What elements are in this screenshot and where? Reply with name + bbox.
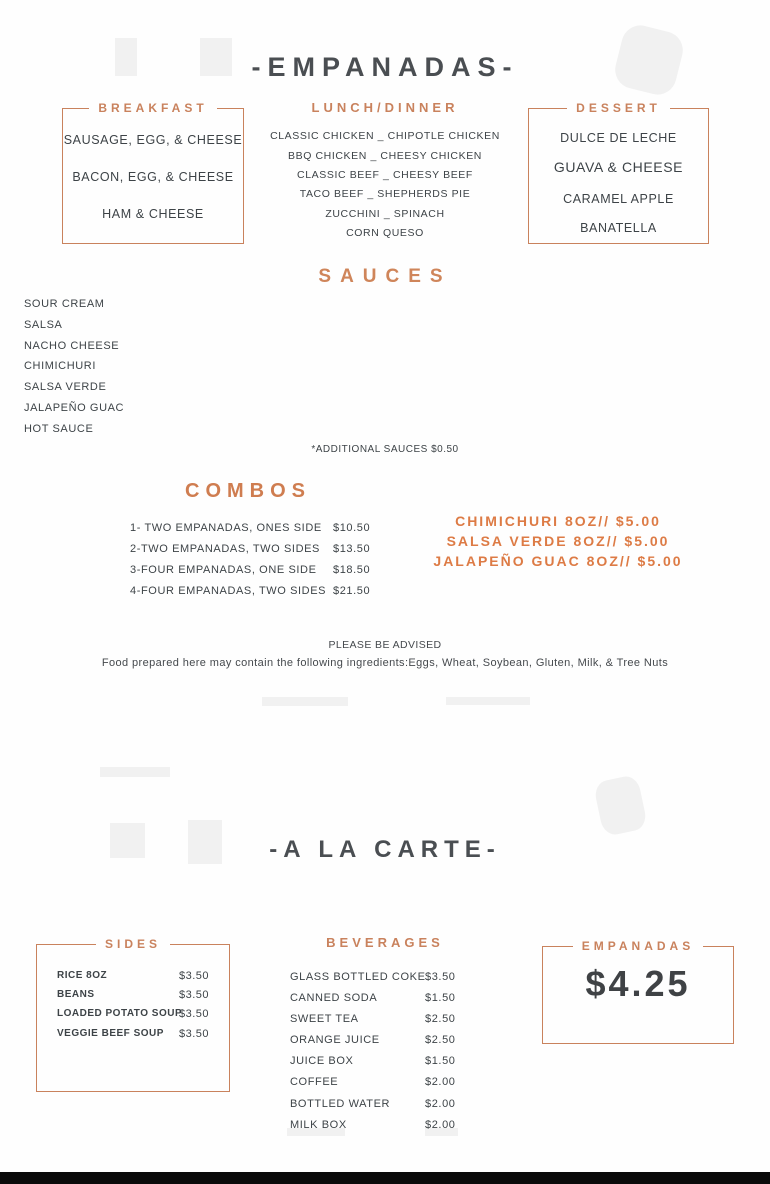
beverage-label: ORANGE JUICE	[290, 1034, 380, 1046]
beverage-row	[290, 1013, 460, 1025]
lunch-dinner-item: TACO BEEF _ SHEPHERDS PIE	[299, 188, 471, 200]
advisory-text: Food prepared here may contain the following ingredients:Eggs, Wheat, Soybean, Gluten, Milk, & Tree Nuts	[101, 657, 669, 669]
dessert-item: DULCE DE LECHE	[560, 131, 677, 145]
breakfast-item: SAUSAGE, EGG, & CHEESE	[63, 133, 243, 147]
combo-label: 3-FOUR EMPANADAS, ONE SIDE	[130, 564, 317, 576]
breakfast-item: HAM & CHEESE	[102, 207, 204, 221]
beverage-row	[290, 992, 460, 1004]
side-price: $3.50	[179, 989, 210, 1001]
beverage-row	[290, 1055, 460, 1067]
sauce-item: SALSA VERDE	[24, 381, 107, 393]
additional-sauces-note: *ADDITIONAL SAUCES $0.50	[311, 444, 459, 455]
advisory-title: PLEASE BE ADVISED	[328, 639, 442, 651]
beverage-price: $3.50	[425, 971, 456, 983]
beverage-row	[290, 1119, 460, 1131]
beverage-price: $2.00	[425, 1076, 456, 1088]
breakfast-item: BACON, EGG, & CHEESE	[72, 170, 234, 184]
empanadas-price-box	[542, 939, 734, 1044]
combo-price: $13.50	[333, 543, 371, 555]
page-title-empanadas: -EMPANADAS-	[251, 52, 519, 82]
combo-row	[130, 543, 380, 555]
beverage-label: GLASS BOTTLED COKE	[290, 971, 426, 983]
beverage-price: $2.50	[425, 1013, 456, 1025]
side-row	[57, 1028, 222, 1039]
sauce-item: JALAPEÑO GUAC	[24, 402, 125, 414]
footer-bar	[0, 1172, 770, 1184]
empanada-price: $4.25	[585, 963, 691, 1004]
sides-heading: SIDES	[37, 937, 229, 951]
side-row	[57, 970, 222, 981]
side-price: $3.50	[179, 1008, 210, 1020]
dessert-item: CARAMEL APPLE	[563, 192, 674, 206]
side-row	[57, 989, 222, 1000]
beverage-price: $2.00	[425, 1119, 456, 1131]
beverage-label: COFFEE	[290, 1076, 339, 1088]
dessert-item: GUAVA & CHEESE	[553, 159, 684, 175]
lunch-dinner-item: BBQ CHICKEN _ CHEESY CHICKEN	[288, 150, 482, 162]
beverage-price: $1.50	[425, 1055, 456, 1067]
lunch-dinner-heading: LUNCH/DINNER	[311, 100, 459, 115]
sauce-jar-line: JALAPEÑO GUAC 8OZ// $5.00	[433, 553, 683, 569]
sauce-item: SOUR CREAM	[24, 298, 105, 310]
side-label: LOADED POTATO SOUP	[57, 1008, 183, 1019]
combo-row	[130, 585, 380, 597]
lunch-dinner-item: CORN QUESO	[346, 227, 424, 239]
sauce-item: NACHO CHEESE	[24, 340, 120, 352]
beverage-label: MILK BOX	[290, 1119, 347, 1131]
beverage-label: JUICE BOX	[290, 1055, 354, 1067]
beverage-price: $2.00	[425, 1098, 456, 1110]
side-label: RICE 8OZ	[57, 970, 108, 981]
lunch-dinner-item: CLASSIC CHICKEN _ CHIPOTLE CHICKEN	[270, 130, 500, 142]
lunch-dinner-item: CLASSIC BEEF _ CHEESY BEEF	[297, 169, 473, 181]
sides-box	[36, 937, 230, 1092]
watermark	[593, 774, 648, 837]
beverage-price: $2.50	[425, 1034, 456, 1046]
watermark	[446, 697, 530, 705]
beverage-label: SWEET TEA	[290, 1013, 359, 1025]
sauce-item: CHIMICHURI	[24, 360, 96, 372]
combo-price: $10.50	[333, 522, 371, 534]
dessert-item: BANATELLA	[580, 221, 657, 235]
combo-price: $21.50	[333, 585, 371, 597]
beverage-row	[290, 1034, 460, 1046]
combo-label: 4-FOUR EMPANADAS, TWO SIDES	[130, 585, 327, 597]
sauce-jar-line: CHIMICHURI 8OZ// $5.00	[455, 513, 661, 529]
combo-price: $18.50	[333, 564, 371, 576]
dessert-heading: DESSERT	[529, 101, 708, 115]
beverages-heading: BEVERAGES	[326, 935, 444, 950]
beverage-row	[290, 1076, 460, 1088]
page-title-a-la-carte: -A LA CARTE-	[269, 836, 501, 863]
beverage-price: $1.50	[425, 992, 456, 1004]
watermark	[262, 697, 348, 706]
beverage-row	[290, 971, 460, 983]
sauce-item: HOT SAUCE	[24, 423, 94, 435]
side-row	[57, 1008, 222, 1019]
combo-row	[130, 522, 380, 534]
watermark	[100, 767, 170, 777]
beverage-row	[290, 1098, 460, 1110]
sauce-jar-line: SALSA VERDE 8OZ// $5.00	[446, 533, 670, 549]
dessert-box	[528, 101, 709, 244]
side-price: $3.50	[179, 1028, 210, 1040]
breakfast-heading: BREAKFAST	[63, 101, 243, 115]
sauce-jar-prices	[410, 511, 706, 571]
beverage-label: BOTTLED WATER	[290, 1098, 391, 1110]
side-price: $3.50	[179, 970, 210, 982]
combos-heading: COMBOS	[185, 480, 311, 502]
side-label: VEGGIE BEEF SOUP	[57, 1028, 164, 1039]
side-label: BEANS	[57, 989, 95, 1000]
combo-label: 2-TWO EMPANADAS, TWO SIDES	[130, 543, 320, 555]
empanadas-box-heading: EMPANADAS	[543, 939, 733, 953]
sauces-heading: SAUCES	[318, 266, 452, 287]
lunch-dinner-item: ZUCCHINI _ SPINACH	[325, 208, 445, 220]
beverage-label: CANNED SODA	[290, 992, 378, 1004]
combo-row	[130, 564, 380, 576]
combo-label: 1- TWO EMPANADAS, ONES SIDE	[130, 522, 322, 534]
sauce-item: SALSA	[24, 319, 63, 331]
